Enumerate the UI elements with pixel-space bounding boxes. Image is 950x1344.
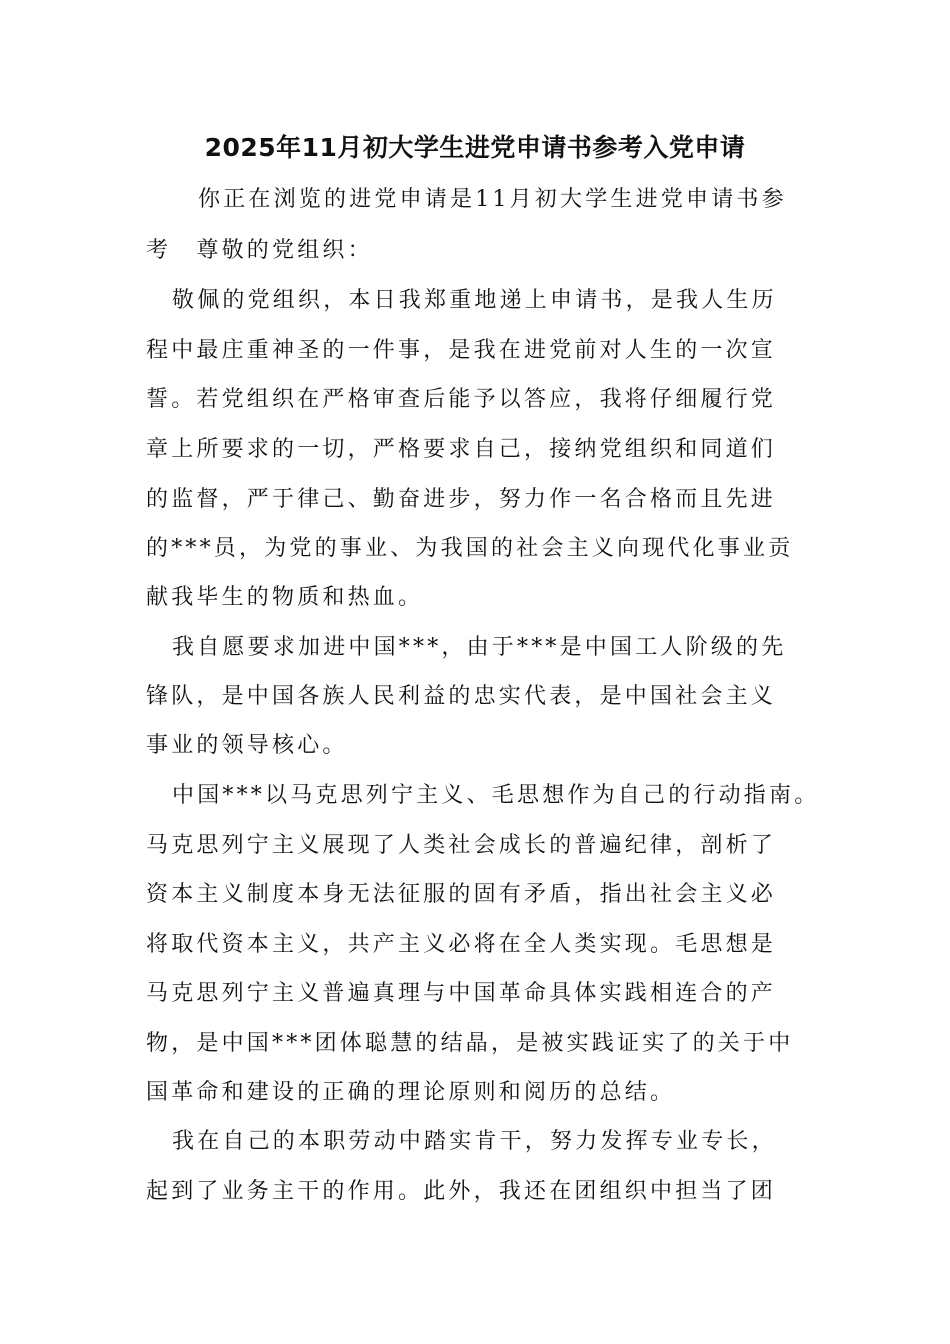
text-line: 锋队，是中国各族人民利益的忠实代表，是中国社会主义 (146, 684, 777, 709)
text-line: 考 尊敬的党组织： (146, 238, 373, 263)
text-line: 国革命和建设的正确的理论原则和阅历的总结。 (146, 1080, 676, 1105)
text-line: 敬佩的党组织，本日我郑重地递上申请书，是我人生历 (172, 288, 777, 313)
text-line: 资本主义制度本身无法征服的固有矛盾，指出社会主义必 (146, 882, 777, 907)
text-line: 章上所要求的一切，严格要求自己，接纳党组织和同道们 (146, 437, 777, 462)
text-line: 程中最庄重神圣的一件事，是我在进党前对人生的一次宣 (146, 338, 777, 363)
text-line: 的***员，为党的事业、为我国的社会主义向现代化事业贡 (146, 536, 794, 561)
text-line: 我在自己的本职劳动中踏实肯干，努力发挥专业专长， (172, 1129, 777, 1154)
text-line: 的监督，严于律己、勤奋进步，努力作一名合格而且先进 (146, 487, 777, 512)
text-line: 马克思列宁主义展现了人类社会成长的普遍纪律，剖析了 (146, 833, 777, 858)
document-title: 2025年11月初大学生进党申请书参考入党申请 (204, 133, 746, 162)
text-line: 将取代资本主义，共产主义必将在全人类实现。毛思想是 (146, 932, 777, 957)
text-line: 物，是中国***团体聪慧的结晶，是被实践证实了的关于中 (146, 1031, 794, 1056)
text-line: 事业的领导核心。 (146, 733, 348, 758)
text-line: 马克思列宁主义普遍真理与中国革命具体实践相连合的产 (146, 981, 777, 1006)
text-line: 你正在浏览的进党申请是11月初大学生进党申请书参 (198, 187, 787, 212)
text-line: 起到了业务主干的作用。此外，我还在团组织中担当了团 (146, 1179, 777, 1204)
text-line: 誓。若党组织在严格审查后能予以答应，我将仔细履行党 (146, 387, 777, 412)
text-line: 中国***以马克思列宁主义、毛思想作为自己的行动指南。 (172, 783, 820, 808)
text-line: 我自愿要求加进中国***，由于***是中国工人阶级的先 (172, 635, 787, 660)
text-line: 献我毕生的物质和热血。 (146, 585, 424, 610)
